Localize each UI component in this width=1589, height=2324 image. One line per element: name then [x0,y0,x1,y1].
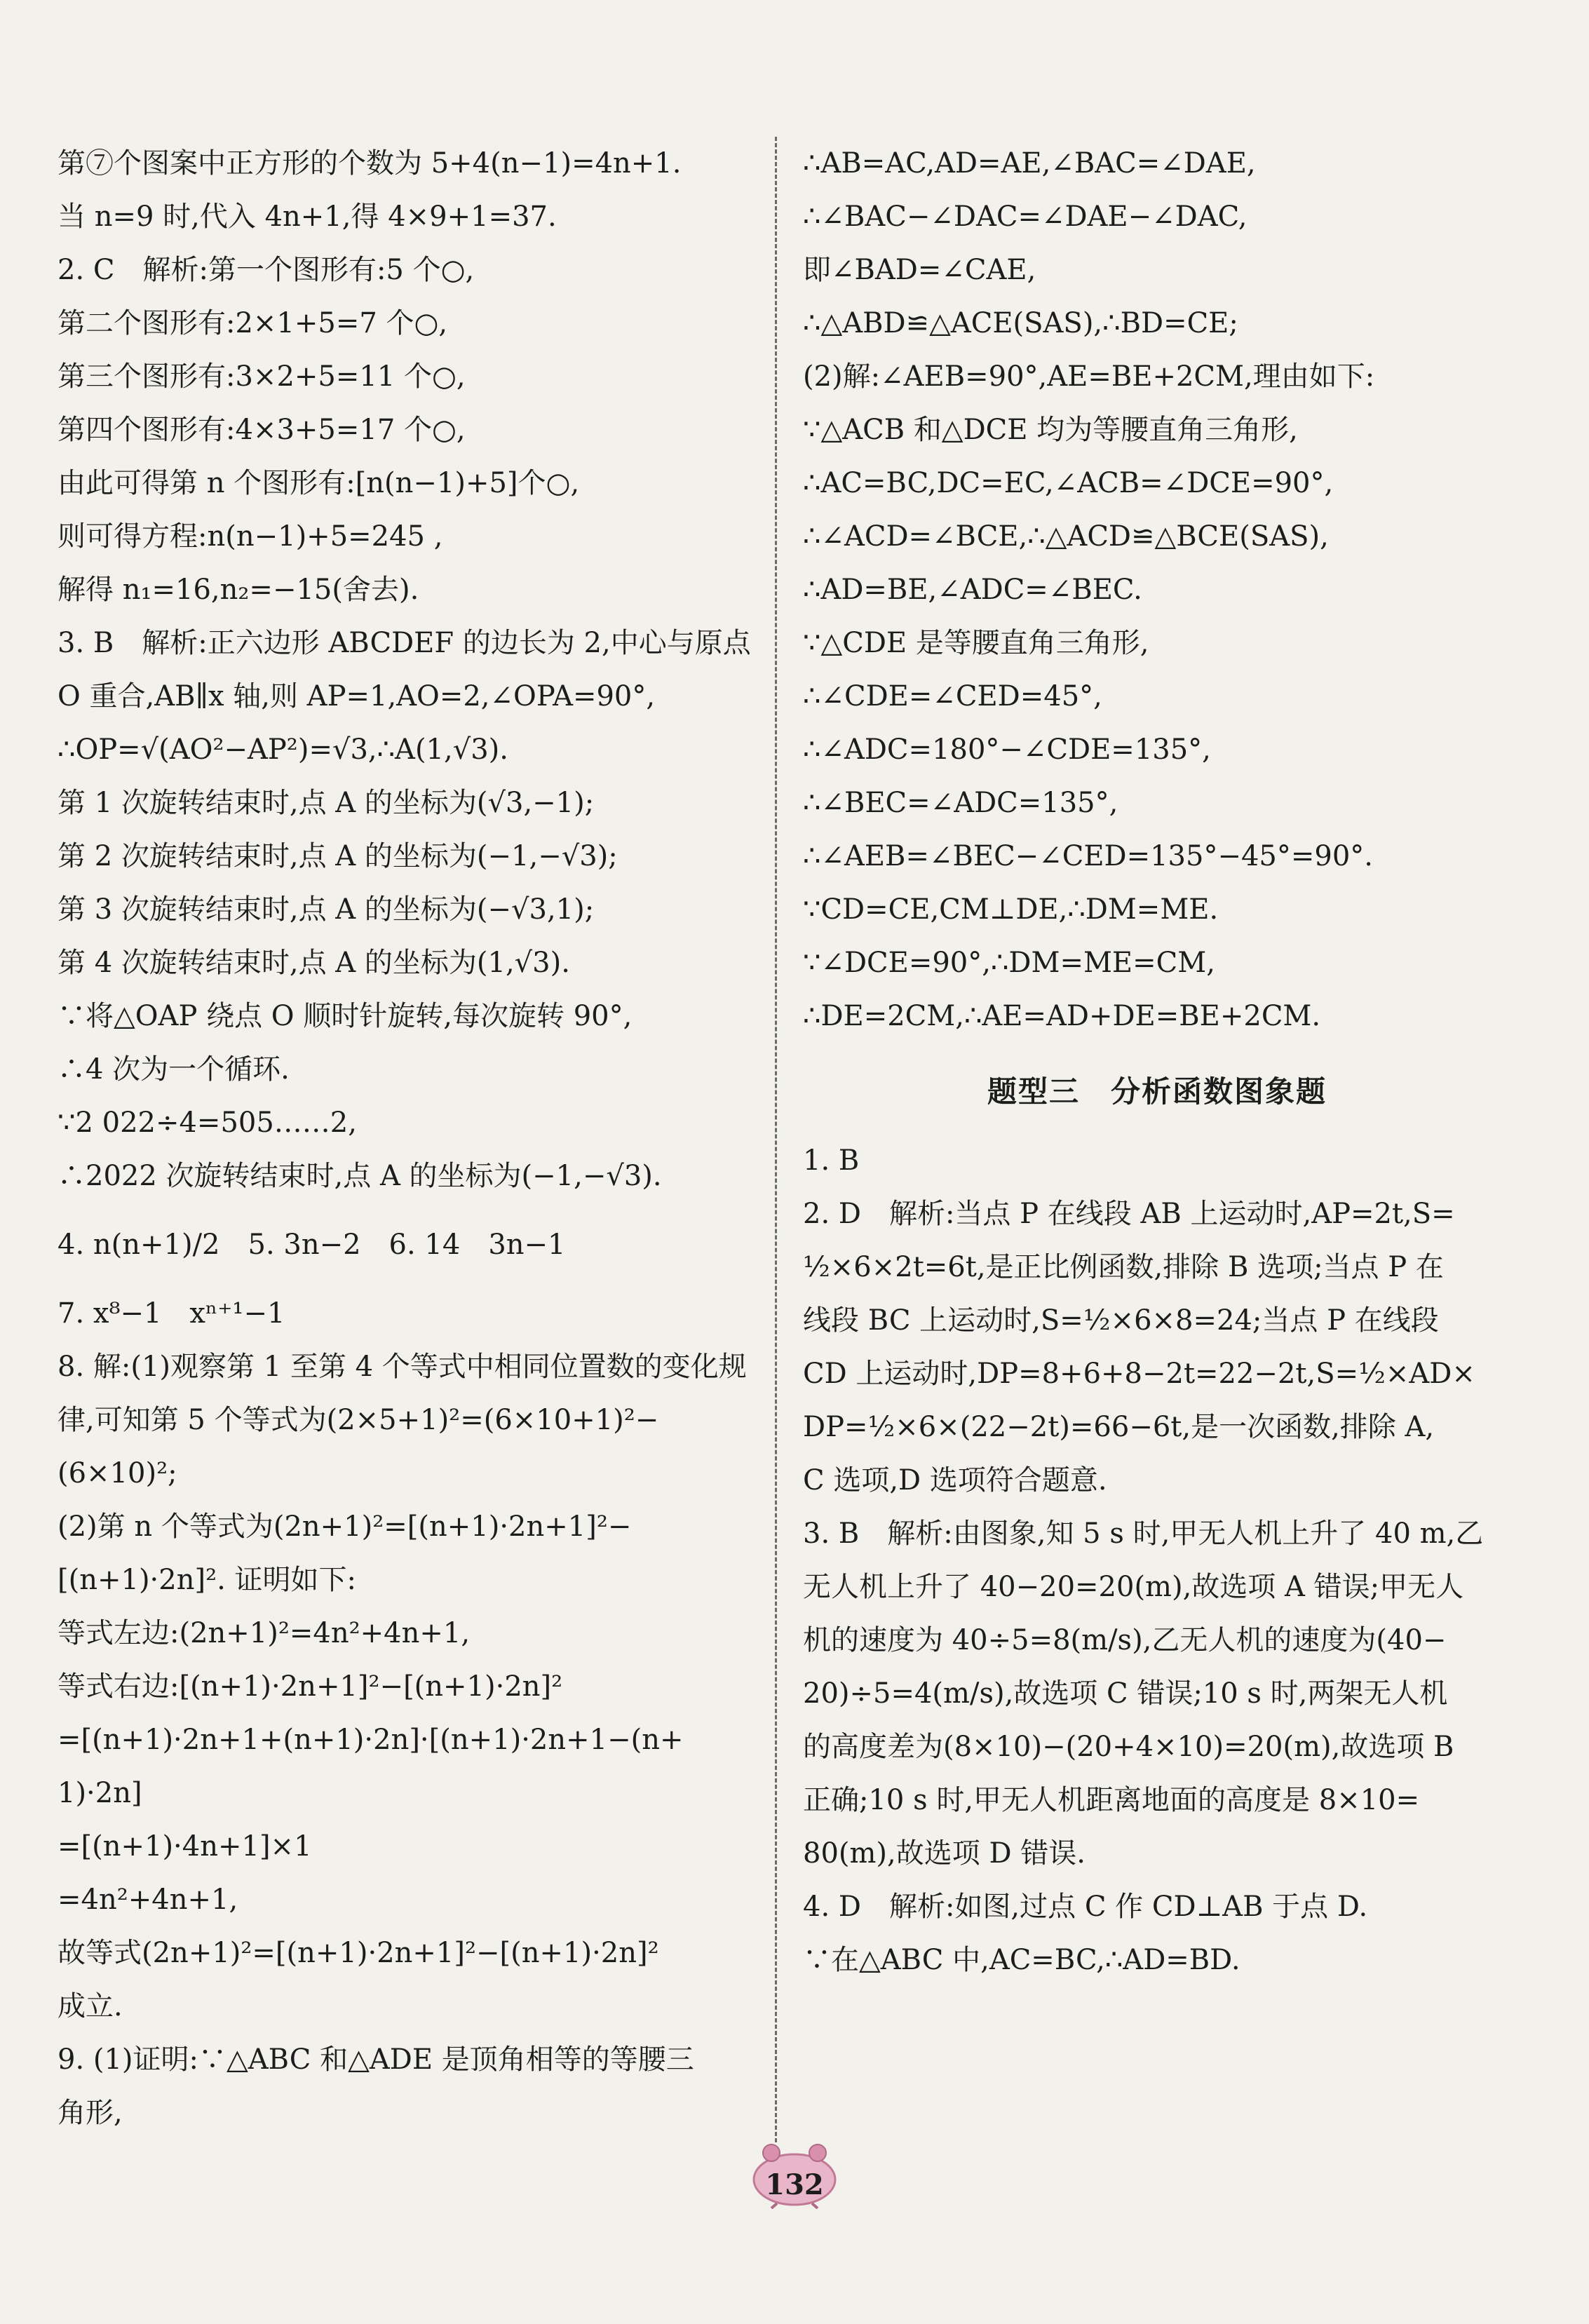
text-line: 则可得方程:n(n−1)+5=245 , [58,520,443,553]
text-line: 9. (1)证明:∵△ABC 和△ADE 是顶角相等的等腰三 [58,2043,694,2076]
text-line: CD 上运动时,DP=8+6+8−2t=22−2t,S=½×AD× [803,1358,1475,1390]
text-line: ∴AC=BC,DC=EC,∠ACB=∠DCE=90°, [803,467,1334,499]
text-line: 第二个图形有:2×1+5=7 个○, [58,307,448,339]
text-line: ∴∠BAC−∠DAC=∠DAE−∠DAC, [803,201,1247,233]
text-line: ∵∠DCE=90°,∴DM=ME=CM, [803,947,1215,979]
column-divider [775,137,777,2142]
text-line: ∵△ACB 和△DCE 均为等腰直角三角形, [803,414,1298,446]
text-line: 1. B [803,1144,860,1177]
text-line: 第 1 次旋转结束时,点 A 的坐标为(√3,−1); [58,787,595,819]
text-line: [(n+1)·2n]². 证明如下: [58,1564,357,1596]
text-line: ∴∠ACD=∠BCE,∴△ACD≌△BCE(SAS), [803,520,1329,553]
text-line: 即∠BAD=∠CAE, [803,254,1036,286]
text-line: 由此可得第 n 个图形有:[n(n−1)+5]个○, [58,467,580,499]
text-line: 80(m),故选项 D 错误. [803,1837,1086,1870]
text-line: 第 3 次旋转结束时,点 A 的坐标为(−√3,1); [58,893,595,926]
text-line: =4n²+4n+1, [58,1884,238,1916]
text-line: ∴DE=2CM,∴AE=AD+DE=BE+2CM. [803,1000,1321,1032]
text-line: 解得 n₁=16,n₂=−15(舍去). [58,574,419,606]
text-line: ∴OP=√(AO²−AP²)=√3,∴A(1,√3). [58,734,508,766]
text-line: (2)解:∠AEB=90°,AE=BE+2CM,理由如下: [803,360,1375,393]
text-line: (2)第 n 个等式为(2n+1)²=[(n+1)·2n+1]²− [58,1511,632,1543]
text-line: ∵将△OAP 绕点 O 顺时针旋转,每次旋转 90°, [58,1000,633,1032]
text-line: ∴∠BEC=∠ADC=135°, [803,787,1118,819]
text-line: 8. 解:(1)观察第 1 至第 4 个等式中相同位置数的变化规 [58,1351,747,1383]
text-line: DP=½×6×(22−2t)=66−6t,是一次函数,排除 A, [803,1411,1435,1443]
text-line: 20)÷5=4(m/s),故选项 C 错误;10 s 时,两架无人机 [803,1677,1448,1710]
text-line: 当 n=9 时,代入 4n+1,得 4×9+1=37. [58,201,557,233]
text-line: 正确;10 s 时,甲无人机距离地面的高度是 8×10= [803,1784,1420,1816]
text-line: 第四个图形有:4×3+5=17 个○, [58,414,466,446]
text-line: C 选项,D 选项符合题意. [803,1464,1107,1497]
text-line: 机的速度为 40÷5=8(m/s),乙无人机的速度为(40− [803,1624,1447,1656]
text-line: 第 4 次旋转结束时,点 A 的坐标为(1,√3). [58,947,570,979]
text-line: =[(n+1)·2n+1+(n+1)·2n]·[(n+1)·2n+1−(n+ [58,1724,684,1756]
text-line: 角形, [58,2097,123,2129]
text-line: ∵△CDE 是等腰直角三角形, [803,627,1149,659]
text-line: 4. n(n+1)/2 5. 3n−2 6. 14 3n−1 [58,1229,566,1261]
page-number-badge [731,2139,858,2216]
text-line: 7. x⁸−1 xⁿ⁺¹−1 [58,1297,285,1330]
text-line: ∴2022 次旋转结束时,点 A 的坐标为(−1,−√3). [58,1160,662,1192]
text-line: 2. D 解析:当点 P 在线段 AB 上运动时,AP=2t,S= [803,1198,1455,1230]
text-line: 第三个图形有:3×2+5=11 个○, [58,360,466,393]
text-line: 无人机上升了 40−20=20(m),故选项 A 错误;甲无人 [803,1571,1464,1603]
text-line: 的高度差为(8×10)−(20+4×10)=20(m),故选项 B [803,1731,1454,1763]
text-line: 4. D 解析:如图,过点 C 作 CD⊥AB 于点 D. [803,1891,1368,1923]
text-line: 1)·2n] [58,1777,142,1809]
text-line: ∴△ABD≌△ACE(SAS),∴BD=CE; [803,307,1238,339]
text-line: ∵2 022÷4=505……2, [58,1107,357,1139]
text-line: ∴∠ADC=180°−∠CDE=135°, [803,734,1211,766]
text-line: ∴4 次为一个循环. [58,1053,290,1086]
right-column [803,137,1511,1987]
text-line: 线段 BC 上运动时,S=½×6×8=24;当点 P 在线段 [803,1304,1439,1337]
text-line: 第 2 次旋转结束时,点 A 的坐标为(−1,−√3); [58,840,618,872]
text-line: 等式左边:(2n+1)²=4n²+4n+1, [58,1617,471,1649]
text-line: =[(n+1)·4n+1]×1 [58,1830,312,1863]
text-line: 3. B 解析:正六边形 ABCDEF 的边长为 2,中心与原点 [58,627,751,659]
text-line: ∴∠AEB=∠BEC−∠CED=135°−45°=90°. [803,840,1373,872]
text-line: 第⑦个图案中正方形的个数为 5+4(n−1)=4n+1. [58,147,682,180]
text-line: 律,可知第 5 个等式为(2×5+1)²=(6×10+1)²− [58,1404,659,1436]
text-line: ½×6×2t=6t,是正比例函数,排除 B 选项;当点 P 在 [803,1251,1444,1283]
page-number: 132 [765,2168,824,2201]
text-line: ∵在△ABC 中,AC=BC,∴AD=BD. [803,1944,1240,1976]
left-column [58,137,759,2140]
section-heading: 题型三 分析函数图象题 [987,1074,1327,1109]
text-line: 故等式(2n+1)²=[(n+1)·2n+1]²−[(n+1)·2n]² [58,1937,659,1969]
text-line: 成立. [58,1990,123,2022]
text-line: ∴AD=BE,∠ADC=∠BEC. [803,574,1142,606]
text-line: 3. B 解析:由图象,知 5 s 时,甲无人机上升了 40 m,乙 [803,1518,1484,1550]
text-line: ∴AB=AC,AD=AE,∠BAC=∠DAE, [803,147,1256,180]
text-line: (6×10)²; [58,1457,177,1489]
text-line: ∴∠CDE=∠CED=45°, [803,680,1102,712]
text-line: O 重合,AB∥x 轴,则 AP=1,AO=2,∠OPA=90°, [58,680,656,712]
text-line: ∵CD=CE,CM⊥DE,∴DM=ME. [803,893,1219,926]
text-line: 等式右边:[(n+1)·2n+1]²−[(n+1)·2n]² [58,1670,563,1703]
text-line: 2. C 解析:第一个图形有:5 个○, [58,254,475,286]
